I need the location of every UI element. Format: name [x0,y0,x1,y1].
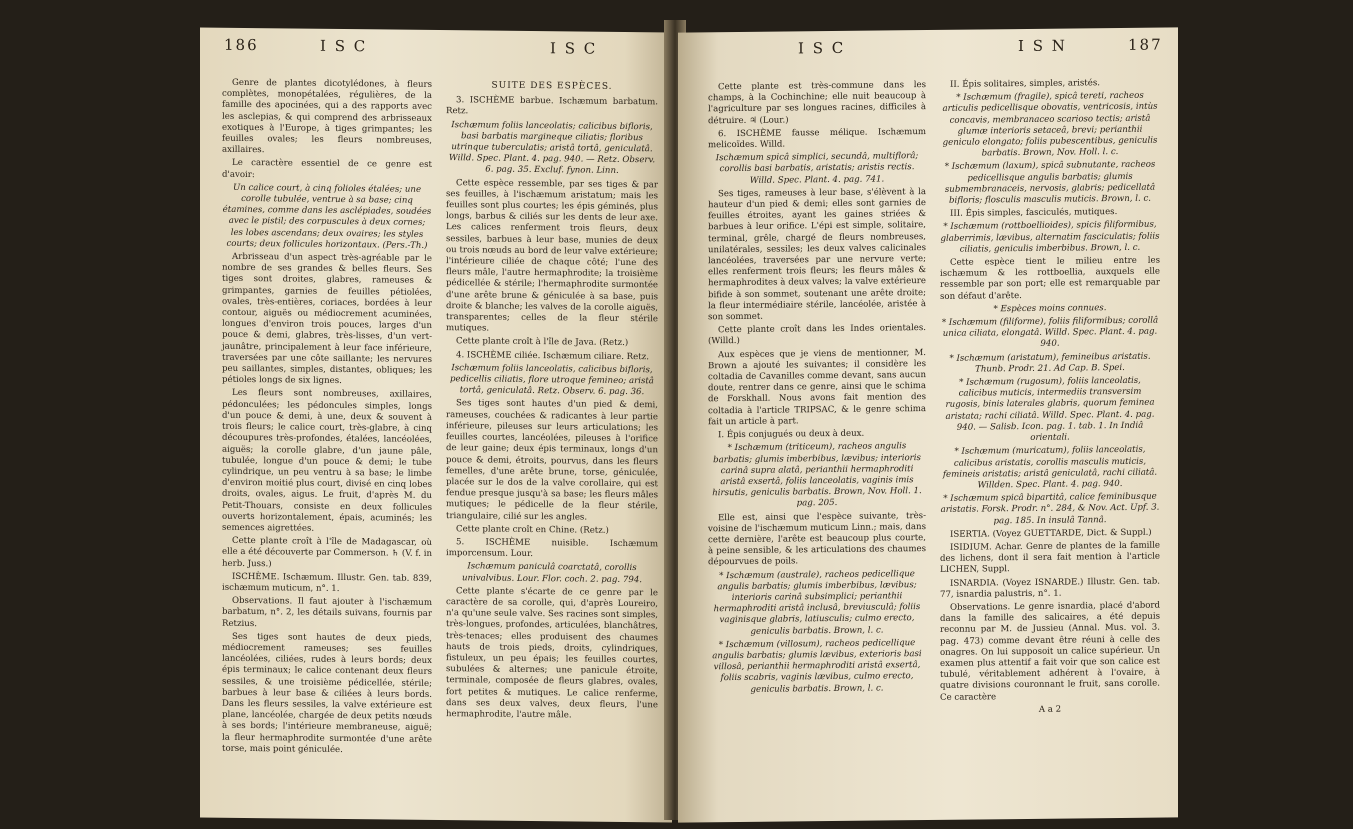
paragraph: 5. ISCHÈME nuisible. Ischæmum imporcensum. Lour. [446,537,658,560]
paragraph: III. Épis simples, fasciculés, mutiques. [950,207,1118,220]
paragraph: * Espèces moins connues. [993,302,1107,315]
right-running-head-left: I S C [798,38,846,58]
paragraph: 4. ISCHÈME ciliée. Ischæmum ciliare. Retz. [456,349,649,362]
left-page [200,28,672,823]
left-column-2 [446,80,658,724]
paragraph: Cette plante croît à l'île de Madagascar, où elle a été découverte par Commerson. ♄ (V. f. in herb. Juss.) [222,535,432,569]
paragraph: Cette plante croît dans les Indes orientales. (Willd.) [708,323,926,347]
paragraph: * Ischæmum (fragile), spicâ tereti, racheos articulis pedicellisque obovatis, ventricosis, intùs concavis, membranaceo scarioso tectis; aristâ glumæ interioris setaceâ, brevi; perianthii geniculo elongato; foliis pubescentibus, geniculis barbatis. Brown, Nov. Holl. l. c. [942,90,1158,159]
paragraph: * Ischæmum (rottboellioides), spicis filiformibus, glaberrimis, lævibus, alternatim fasciculatis; foliis ciliatis, geniculis imberbibus. Brown, l. c. [940,220,1160,255]
paragraph: * Ischæmum (laxum), spicâ subnutante, racheos pedicellisque angulis barbatis; glumis submembranaceis, nervosis, glabris; pedicellatâ bifloris; flosculis masculis muticis. Brown, l. c. [944,160,1156,206]
paragraph: Cette espèce ressemble, par ses tiges & par ses feuilles, à l'ischæmum aristatum; mais les feuilles sont plus courtes; les épis géminés, plus longs, barbus & ciliés sur les dents de leur axe. Les calices renferment trois fleurs, deux sessiles, barbues à leur base, munies de deux ou trois nœuds au bord de leur valve extérieure; l'intérieure ciliée de chaque côté; l'une des fleurs mâle, l'autre hermaphrodite; la troisième pédicellée & stérile; l'hermaphrodite surmontée d'une arête brune & géniculée à sa base, puis droite & blanche; les valves de la corolle aiguës, transparentes; celles de la fleur stérile mutiques. [446,177,658,334]
paragraph: Cette plante croît à l'île de Java. (Retz.) [456,336,629,349]
paragraph: Le caractère essentiel de ce genre est d'avoir: [222,158,432,180]
left-running-head-2: I S C [550,39,598,58]
paragraph: Arbrisseau d'un aspect très-agréable par le nombre de ses grandes & belles fleurs. Ses tiges sont droites, glabres, rameuses & grimpantes, garnies de feuilles pétiolées, ovales, très-entières, coriaces, bordées à leur contour, aiguës ou médiocrement acuminées, longues d'environ trois pouces, larges d'un pouce & demi, glabres, très-lisses, d'un vert-jaunâtre, principalement à leur face inférieure, traversées par une côte saillante; les nervures peu saillantes, simples, distantes, obliques; les pétioles longs de six lignes. [222,251,432,387]
paragraph: Ischæmum spicâ simplici, secundâ, multiflorâ; corollis basi barbatis, aristatis; aristis rectis. Willd. Spec. Plant. 4. pag. 741. [715,151,919,186]
right-column-2 [940,78,1160,719]
paragraph: ISIDIUM. Achar. Genre de plantes de la famille des lichens, dont il sera fait mention à l'article LICHEN, Suppl. [940,540,1160,576]
right-column-1 [708,80,926,698]
paragraph: Les fleurs sont nombreuses, axillaires, pédonculées; les pédoncules simples, longs d'un pouce & demi, à une, deux & souvent à trois fleurs; le calice court, très-glabre, à cinq découpures très-profondes, étalées, lancéolées, aiguës; la corolle glabre, d'un jaune pâle, tubulée, longue d'un pouce & demi; le tube cylindrique, un peu ventru à sa base; le limbe d'environ moitié plus court, divisé en cinq lobes droits, ovales, aigus. Le fruit, d'après M. du Petit-Thouars, consiste en deux follicules ouverts horizontalement, épais, acuminés; les semences aigrettées. [222,388,432,534]
paragraph: ISCHÈME. Ischæmum. Illustr. Gen. tab. 839, ischæmum muticum, n°. 1. [222,571,432,594]
paragraph: * Ischæmum (australe), racheos pedicellique angulis barbatis; glumis imberbibus, lævibus; interioris carinâ subsimplici; perianthii hermaphroditi aristâ inclusâ, breviusculâ; foliis vaginisque glabris, latiusculis; culmo erecto, geniculis barbatis. Brown, l. c. [713,568,921,637]
left-column-1 [222,78,432,759]
paragraph: I. Épis conjugués ou deux à deux. [718,428,865,441]
paragraph: 3. ISCHÈME barbue. Ischæmum barbatum. Retz. [446,95,658,117]
paragraph: Cette plante est très-commune dans les champs, à la Cochinchine; elle nuit beaucoup à l'agriculture par ses longues racines, difficiles à détruire. ♃ (Lour.) [708,80,926,126]
paragraph: * Ischæmum spicâ bipartitâ, calice feminibusque aristatis. Forsk. Prodr. n°. 284, & Nov. Act. Upf. 3. pag. 185. In insulâ Tannâ. [940,491,1160,526]
paragraph: 6. ISCHÈME fausse mélique. Ischæmum melicoïdes. Willd. [708,126,926,151]
right-page [678,27,1178,822]
paragraph: Genre de plantes dicotylédones, à fleurs complètes, monopétalées, régulières, de la famille des apocinées, qui a des rapports avec les asclepias, & qui comprend des arbrisseaux exotiques à l'Europe, à tiges grimpantes; les feuilles ovales; les fleurs nombreuses, axillaires. [222,77,432,156]
left-running-head: I S C [320,36,368,56]
paragraph: Cette espèce tient le milieu entre les ischæmum & les rottboellia, auxquels elle ressemble par son port; elle est remarquable par son défaut d'arête. [940,255,1160,302]
paragraph: Un calice court, à cinq folioles étalées; une corolle tubulée, ventrue à sa base; cinq étamines, comme dans les asclépiades, soudées avec le pistil; des corpuscules à deux cornes; les lobes ascendans; deux ovaires; les styles courts; deux follicules horizontaux. (Pers.-Th.) [222,182,432,251]
paragraph: * Ischæmum (rugosum), foliis lanceolatis, calicibus muticis, intermediis transversim rugosis, binis laterales glabris, quorum feminea aristata; rachi ciliatâ. Willd. Spec. Plant. 4. pag. 940. — Salisb. Icon. pag. 1. tab. 1. In Indiâ orientali. [945,375,1155,444]
paragraph: * Ischæmum (aristatum), femineibus aristatis. Thunb. Prodr. 21. Ad Cap. B. Spei. [949,351,1151,375]
paragraph: Elle est, ainsi que l'espèce suivante, très-voisine de l'ischæmum muticum Linn.; mais, dans cette dernière, l'arête est beaucoup plus courte, à peine sensible, & les articulations des chaumes dépourvues de poils. [708,510,926,568]
paragraph: Ischæmum foliis lanceolatis; calicibus bifloris, basi barbatis margineque ciliatis; floribus utrinque tuberculatis; aristâ tortâ, geniculatâ. Willd. Spec. Plant. 4. pag. 940. — Retz. Observ. 6. pag. 35. Excluf. fynon. Linn. [448,119,656,177]
paragraph: Cette plante croît en Chine. (Retz.) [456,523,609,536]
paragraph: * Ischæmum (triticeum), racheos angulis barbatis; glumis imberbibus, lævibus; interioris carinâ supra alatâ, perianthii hermaphroditi aristâ exsertâ, foliis lanceolatis, vaginis imis hirsutis, geniculis barbatis. Brown, Nov. Holl. 1. pag. 205. [712,441,922,509]
right-running-head-right: I S N [1018,36,1067,56]
paragraph: * Ischæmum (muricatum), foliis lanceolatis, calicibus aristatis, corollis masculis muticis, femineis aristatis; aristâ geniculatâ, rachi ciliatâ. Willden. Spec. Plant. 4. pag. 940. [942,445,1158,491]
paragraph: Ses tiges sont hautes d'un pied & demi, rameuses, couchées & radicantes à leur partie inférieure, pileuses sur leurs articulations; les feuilles courtes, lancéolées, pileuses à l'orifice de leur gaine; deux épis terminaux, longs d'un pouce & demi, étroits, pourvus, dans les fleurs femelles, d'une arête brune, torse, géniculée, placée sur le dos de la valve corollaire, qui est fendue presque jusqu'à sa base; les fleurs mâles mutiques; le pédicelle de la fleur stérile, triangulaire, cilié sur les angles. [446,398,658,523]
paragraph: Observations. Il faut ajouter à l'ischæmum barbatum, n°. 2, les détails suivans, fournis par Retzius. [222,596,432,629]
page-signature: A a 2 [1038,704,1062,715]
paragraph: Observations. Le genre isnardia, placé d'abord dans la famille des salicaires, a été depuis reconnu par M. de Jussieu (Annal. Mus. vol. 3. pag. 473) comme devant être réuni à celle des onagres. On lui supposoit un calice supérieur. Un examen plus attentif a fait voir que son calice est tubulé, véritablement adhérent à l'ovaire, à quatre divisions couronnant le fruit, sans corolle. Ce caractère [940,600,1160,703]
section-heading: SUITE DES ESPÈCES. [491,80,613,92]
paragraph: * Ischæmum (filiforme), foliis filiformibus; corollâ unica ciliata, elongatâ. Willd. Spec. Plant. 4. pag. 940. [941,315,1159,350]
right-page-number: 187 [1128,35,1163,54]
paragraph: ISNARDIA. (Voyez ISNARDE.) Illustr. Gen. tab. 77, isnardia palustris, n°. 1. [940,576,1160,600]
paragraph: Cette plante s'écarte de ce genre par le caractère de sa corolle, qui, d'après Loureiro, n'a qu'une seule valve. Ses racines sont simples, très-longues, profondes, articulées, blanchâtres, très-tenaces; elles produisent des chaumes hauts de trois pieds, droits, cylindriques, fistuleux, un peu épais; les feuilles courtes, subulées & alternes; une panicule étroite, terminale, composée de fleurs glabres, ovales, fort petites & mutiques. Le calice renferme, dans ses deux valves, deux fleurs, l'une hermaphrodite, l'autre mâle. [446,585,658,721]
left-page-number: 186 [224,35,259,55]
paragraph: Ischæmum foliis lanceolatis, calicibus bifloris, pedicellis ciliatis, flore utroque femineo; aristâ tortâ, geniculatâ. Retz. Observ. 6. pag. 36. [450,363,654,398]
paragraph: ISERTIA. (Voyez GUETTARDE, Dict. & Suppl.) [950,527,1152,540]
paragraph: Ses tiges, rameuses à leur base, s'élèvent à la hauteur d'un pied & demi; elles sont garnies de feuilles étroites, ayant les gaines striées & barbues à leur orifice. L'épi est simple, solitaire, terminal, grêle, chargé de fleurs nombreuses, unilatérales, sessiles; les deux valves calicinales lancéolées, traversées par une nervure verte; elles renferment trois fleurs; les fleurs mâles & hermaphrodites à deux valves; la valve extérieure bifide à son sommet, soutenant une arête droite; la fleur intermédiaire stérile, lancéolée, aristée à son sommet. [708,186,926,323]
paragraph: Ischæmum paniculâ coarctatâ, corollis univalvibus. Lour. Flor. coch. 2. pag. 794. [461,561,643,585]
paragraph: II. Épis solitaires, simples, aristés. [950,78,1100,90]
paragraph: * Ischæmum (villosum), racheos pedicellique angulis barbatis; glumis lævibus, exterioris basi villosâ, perianthii hermaphroditi aristâ exsertâ, foliis scabris, vaginis lævibus, culmo erecto, geniculis barbatis. Brown, l. c. [712,637,922,695]
paragraph: Ses tiges sont hautes de deux pieds, médiocrement rameuses; ses feuilles lancéolées, ciliées, rudes à leurs bords; deux épis terminaux; le calice contenant deux fleurs sessiles, & une troisième pédicellée, stérile; barbues à leur base & ciliées à leurs bords. Dans les fleurs sessiles, la valve extérieure est plane, lancéolée, chargée de deux petits nœuds à ses bords; l'intérieure membraneuse, aiguë; la fleur hermaphrodite surmontée d'une arête torse, mais point géniculée. [222,631,432,755]
paragraph: Aux espèces que je viens de mentionner, M. Brown a ajouté les suivantes; il considère les coltadia de Cavanilles comme devant, sans aucun doute, rentrer dans ce genre, ainsi que le schima de Forskhall. Nous avons fait mention des coltadia à l'article TRIPSAC, & le genre schima fait un article à part. [708,347,926,428]
